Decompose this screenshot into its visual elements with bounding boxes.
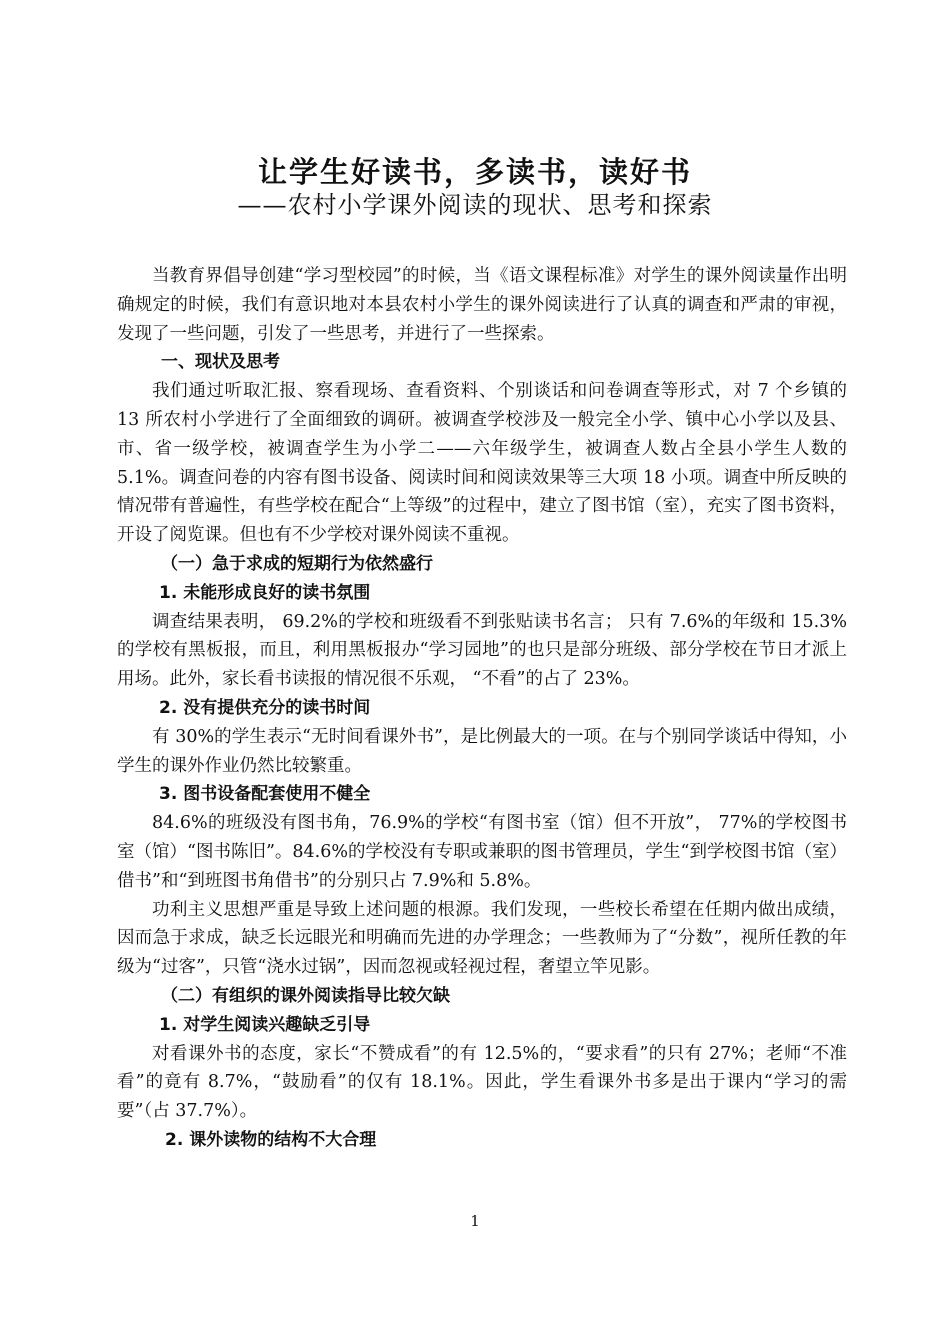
- item-paragraph: 功利主义思想严重是导致上述问题的根源。我们发现，一些校长希望在任期内做出成绩，因而急于求成，缺乏长远眼光和明确而先进的办学理念；一些教师为了“分数”，视所任教的年级为“过客”，只管“浇水过锅”，因而忽视或轻视过程，奢望立竿见影。: [117, 899, 847, 978]
- item-heading: 2. 课外读物的结构不大合理: [165, 1129, 377, 1150]
- item-heading: 1. 对学生阅读兴趣缺乏引导: [159, 1014, 371, 1035]
- page-number: 1: [470, 1212, 480, 1230]
- subsection-heading: （一）急于求成的短期行为依然盛行: [161, 553, 433, 574]
- item-paragraph: 84.6%的班级没有图书角，76.9%的学校“有图书室（馆）但不开放”， 77%的学校图书室（馆）“图书陈旧”。84.6%的学校没有专职或兼职的图书管理员，学生“到学校图书馆（室）借书”和“到班图书角借书”的分别只占 7.9%和 5.8%。: [117, 813, 847, 891]
- document-body: [117, 262, 847, 1155]
- item-heading: 3. 图书设备配套使用不健全: [159, 784, 371, 805]
- document-subtitle: ——农村小学课外阅读的现状、思考和探索: [237, 191, 713, 219]
- document-title: 让学生好读书，多读书，读好书: [257, 155, 692, 189]
- item-paragraph: 调查结果表明， 69.2%的学校和班级看不到张贴读书名言； 只有 7.6%的年级和 15.3%的学校有黑板报，而且，利用黑板报办“学习园地”的也只是部分班级、部分学校在节日才派上用场。此外，家长看书读报的情况很不乐观， “不看”的占了 23%。: [117, 611, 847, 690]
- intro-paragraph: 当教育界倡导创建“学习型校园”的时候，当《语文课程标准》对学生的课外阅读量作出明确规定的时候，我们有意识地对本县农村小学生的课外阅读进行了认真的调查和严肃的审视，发现了一些问题，引发了一些思考，并进行了一些探索。: [117, 266, 847, 344]
- section-heading: 一、现状及思考: [161, 352, 280, 373]
- section-paragraph: 我们通过听取汇报、察看现场、查看资料、个别谈话和问卷调查等形式，对 7 个乡镇的 13 所农村小学进行了全面细致的调研。被调查学校涉及一般完全小学、镇中心小学以及县、市、省一级学校，被调查学生为小学二——六年级学生，被调查人数占全县小学生人数的 5.1%。调查问卷的内容有图书设备、阅读时间和阅读效果等三大项 18 小项。调查中所反映的情况带有普遍性，有些学校在配合“上等级”的过程中，建立了图书馆（室），充实了图书资料，开设了阅览课。但也有不少学校对课外阅读不重视。: [117, 381, 847, 546]
- item-heading: 2. 没有提供充分的读书时间: [159, 697, 371, 718]
- item-heading: 1. 未能形成良好的读书氛围: [159, 582, 371, 603]
- item-paragraph: 对看课外书的态度，家长“不赞成看”的有 12.5%的，“要求看”的只有 27%；老师“不准看”的竟有 8.7%，“鼓励看”的仅有 18.1%。因此，学生看课外书多是出于课内“学习的需要”（占 37.7%）。: [117, 1043, 847, 1122]
- subsection-heading: （二）有组织的课外阅读指导比较欠缺: [161, 985, 450, 1006]
- item-paragraph: 有 30%的学生表示“无时间看课外书”，是比例最大的一项。在与个别同学谈话中得知，小学生的课外作业仍然比较繁重。: [117, 726, 847, 776]
